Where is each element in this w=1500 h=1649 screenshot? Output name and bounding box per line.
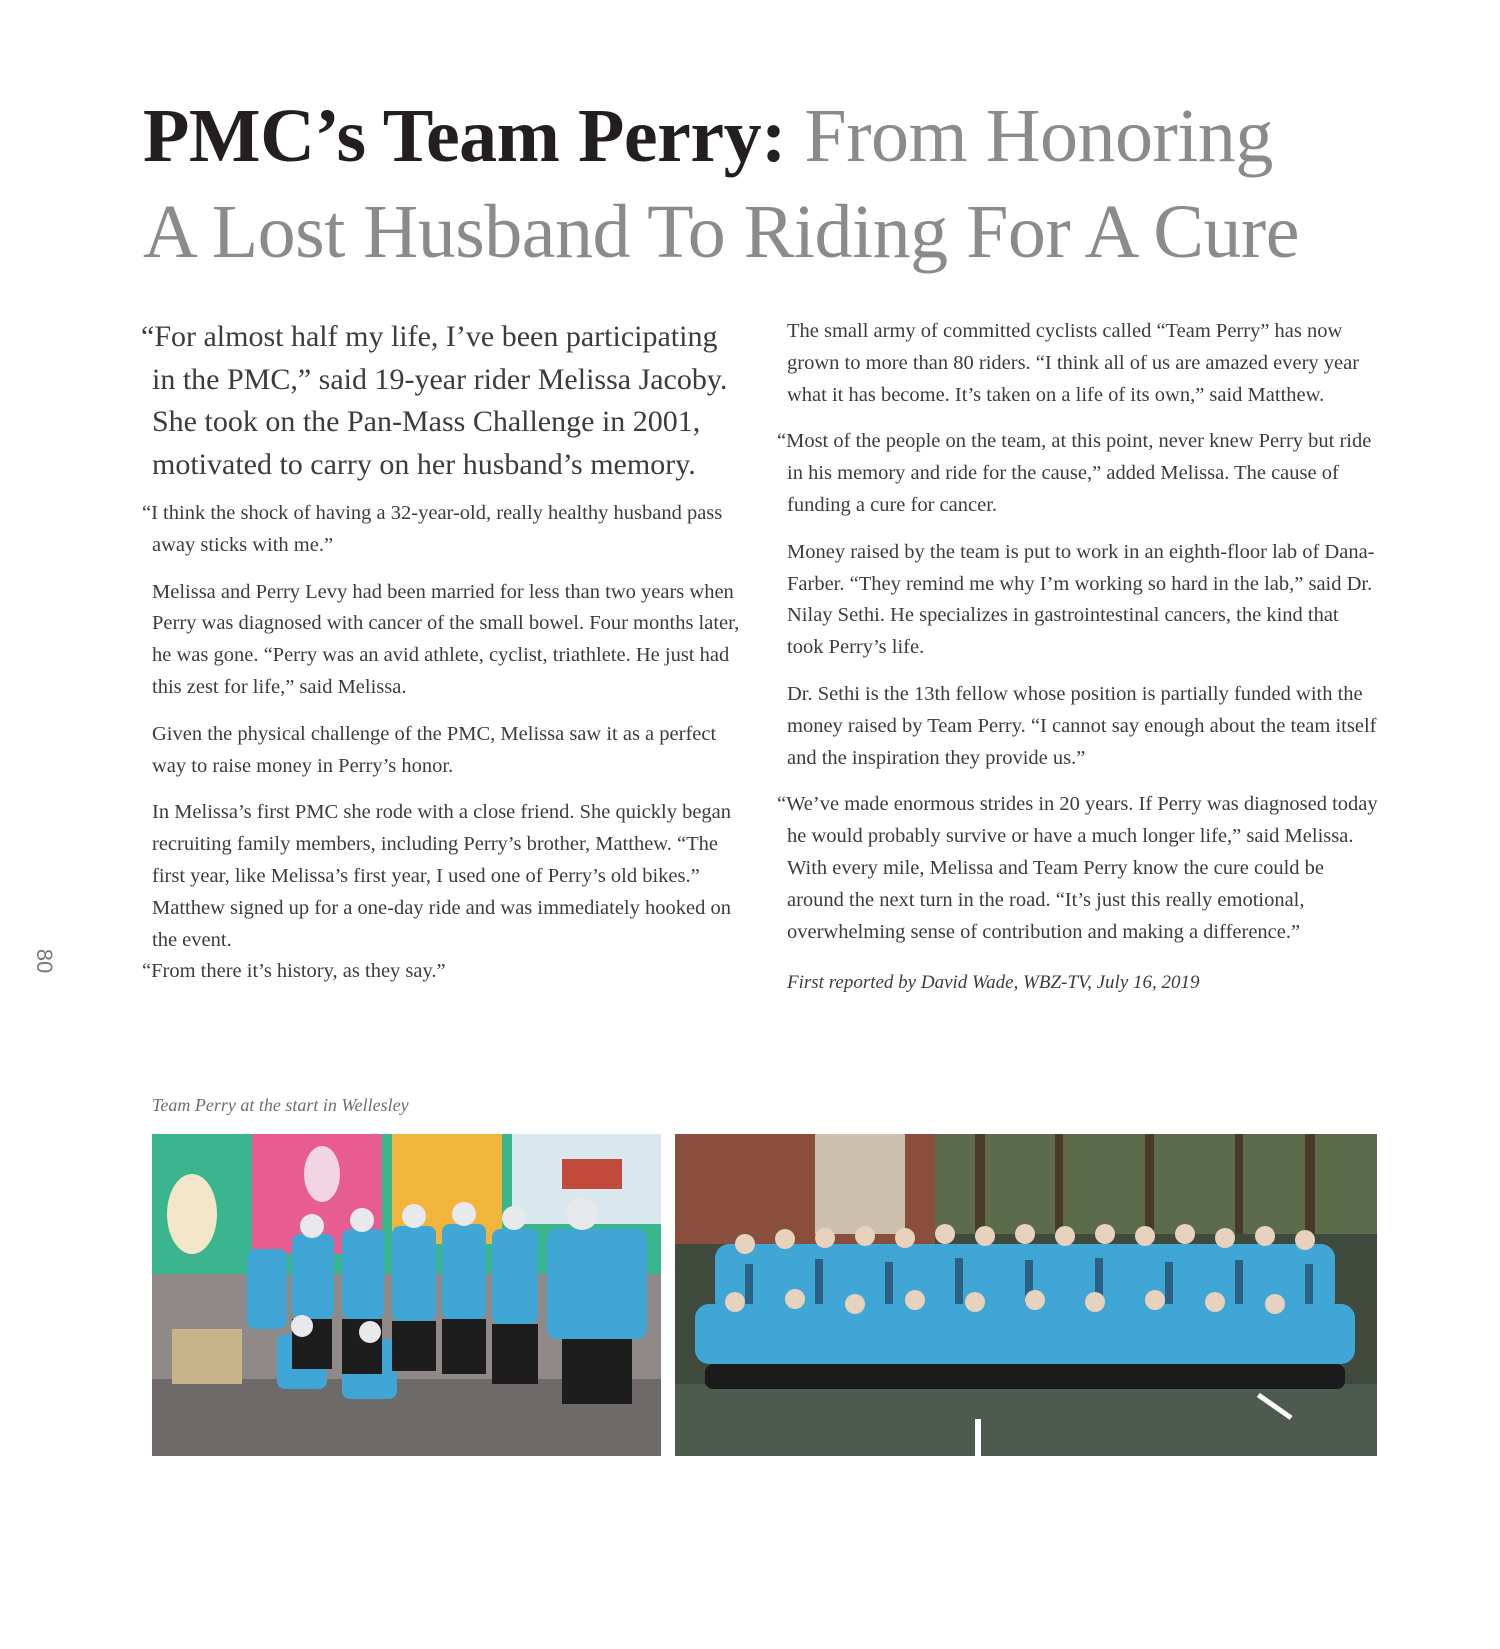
body-paragraph: “From there it’s history, as they say.” — [142, 960, 446, 983]
article-headline — [143, 88, 1443, 280]
body-paragraph: “We’ve made enormous strides in 20 years. If Perry was diagnosed today he would probably survive or have a much longer life,” said Melissa. With every mile, Melissa and Team Perry know the cure could be around the next turn in the road. “It’s just this really emotional, overwhelming sense of contribution and making a difference.” — [777, 793, 1378, 943]
team-photo-small-group — [152, 1134, 661, 1456]
body-paragraph: “Most of the people on the team, at this point, never knew Perry but ride in his memory and ride for the cause,” added Melissa. The cause of funding a cure for cancer. — [777, 430, 1372, 516]
body-paragraph: Money raised by the team is put to work in an eighth-floor lab of Dana-Farber. “They remind me why I’m working so hard in the lab,” said Dr. Nilay Sethi. He specializes in gastrointestinal cancers, the kind that took Perry’s life. — [787, 540, 1375, 659]
headline-grey-part-2: A Lost Husband To Riding For A Cure — [143, 190, 1299, 274]
left-column — [143, 316, 743, 1003]
body-paragraph: Melissa and Perry Levy had been married for less than two years when Perry was diagnosed with cancer of the small bowel. Four months later, he was gone. “Perry was an avid athlete, cyclist, triathlete. He just had this zest for life,” said Melissa. — [152, 580, 740, 698]
headline-grey-part-1: From Honoring — [804, 94, 1273, 178]
headline-dark-part: PMC’s Team Perry: — [143, 94, 786, 178]
article-credit: First reported by David Wade, WBZ-TV, July 16, 2019 — [787, 972, 1200, 994]
intro-paragraph: “For almost half my life, I’ve been participating in the PMC,” said 19-year rider Melissa Jacoby. She took on the Pan-Mass Challenge in 2001, motivated to carry on her husband’s memory. — [141, 320, 728, 481]
right-column — [778, 316, 1378, 998]
body-paragraph: Dr. Sethi is the 13th fellow whose position is partially funded with the money raised by Team Perry. “I cannot say enough about the team itself and the inspiration they provide us.” — [787, 682, 1377, 769]
body-paragraph: In Melissa’s first PMC she rode with a close friend. She quickly began recruiting family members, including Perry’s brother, Matthew. “The first year, like Melissa’s first year, I used one of Perry’s old bikes.” Matthew signed up for a one-day ride and was immediately hooked on the event. — [152, 801, 732, 951]
photo-caption: Team Perry at the start in Wellesley — [152, 1095, 409, 1115]
body-paragraph: Given the physical challenge of the PMC, Melissa saw it as a perfect way to raise money in Perry’s honor. — [152, 722, 717, 777]
team-photo-large-group — [675, 1134, 1377, 1456]
page-number: 80 — [32, 948, 57, 974]
body-paragraph: “I think the shock of having a 32-year-old, really healthy husband pass away sticks with me.” — [142, 502, 723, 556]
body-paragraph: The small army of committed cyclists called “Team Perry” has now grown to more than 80 riders. “I think all of us are amazed every year what it has become. It’s taken on a life of its own,” said Matthew. — [787, 320, 1360, 406]
